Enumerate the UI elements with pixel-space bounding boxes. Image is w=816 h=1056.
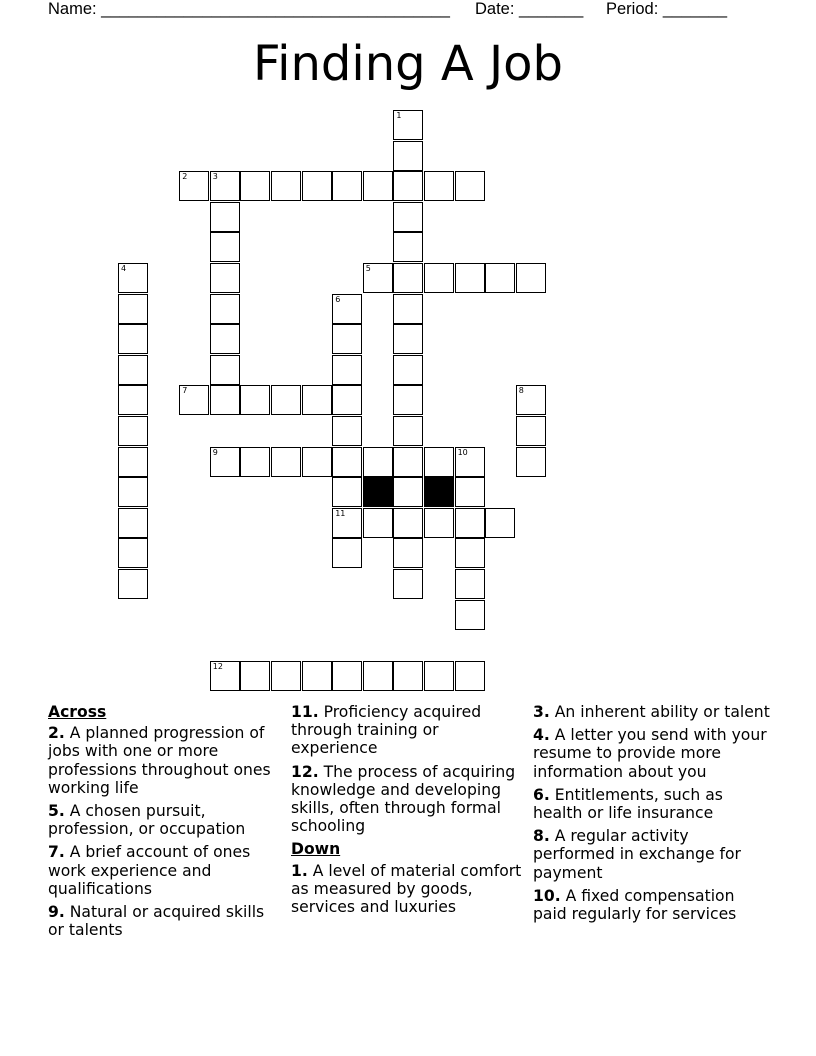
down-heading: Down (291, 840, 341, 859)
crossword-cell[interactable] (393, 171, 423, 201)
clue-number-5: 5 (365, 264, 371, 273)
crossword-cell[interactable] (424, 661, 454, 691)
crossword-cell[interactable] (455, 600, 485, 630)
crossword-cell[interactable] (332, 385, 362, 415)
clue-number-9: 9 (212, 447, 218, 457)
clue-text: The process of acquiring knowledge and developing skills, often through formal schooling (291, 762, 516, 836)
crossword-cell[interactable] (332, 447, 362, 477)
clue-number-2: 2 (182, 172, 188, 182)
clue-number: 1. (291, 861, 308, 880)
crossword-cell[interactable] (455, 263, 485, 293)
crossword-cell[interactable] (485, 508, 515, 538)
crossword-cell[interactable] (271, 171, 301, 201)
clue-number: 3. (533, 703, 550, 721)
crossword-cell[interactable] (363, 171, 393, 201)
clue-number-10: 10 (457, 447, 468, 457)
crossword-cell[interactable] (332, 508, 362, 538)
clues-column-1 (48, 703, 280, 944)
crossword-cell[interactable] (363, 661, 393, 691)
crossword-cell[interactable] (455, 661, 485, 691)
crossword-cell[interactable] (118, 477, 148, 507)
clue-item (48, 843, 280, 898)
crossword-cell[interactable] (363, 447, 393, 477)
crossword-cell[interactable] (393, 508, 423, 538)
crossword-cell[interactable] (118, 447, 148, 477)
clue-text: A fixed compensation paid regularly for services (533, 886, 737, 924)
crossword-cell[interactable] (516, 263, 546, 293)
crossword-cell[interactable] (332, 416, 362, 446)
crossword-cell[interactable] (302, 171, 332, 201)
crossword-cell[interactable] (210, 202, 240, 232)
clue-item (533, 726, 773, 781)
crossword-cell[interactable] (118, 508, 148, 538)
clue-text: A planned progression of jobs with one or more professions throughout ones working life (48, 724, 271, 797)
crossword-cell[interactable] (179, 171, 209, 201)
crossword-cell[interactable] (210, 324, 240, 354)
page-title: Finding A Job (253, 36, 563, 92)
clue-text: A letter you send with your resume to provide more information about you (533, 726, 767, 781)
crossword-cell[interactable] (424, 508, 454, 538)
crossword-cell[interactable] (118, 569, 148, 599)
clue-number: 12. (291, 762, 319, 781)
clue-item (533, 887, 773, 923)
crossword-cell[interactable] (516, 385, 546, 415)
crossword-cell[interactable] (516, 416, 546, 446)
crossword-cell[interactable] (271, 385, 301, 415)
clue-text: A brief account of ones work experience and qualifications (48, 843, 251, 898)
clues-column-3 (533, 703, 773, 928)
clue-item (291, 763, 527, 836)
crossword-cell[interactable] (210, 447, 240, 477)
clue-number-8: 8 (518, 386, 524, 396)
clue-item (48, 724, 280, 797)
crossword-cell[interactable] (210, 385, 240, 415)
clue-text: A level of material comfort as measured by goods, services and luxuries (291, 861, 522, 917)
crossword-cell[interactable] (240, 661, 270, 691)
crossword-cell[interactable] (210, 263, 240, 293)
clue-number: 7. (48, 843, 65, 862)
crossword-cell[interactable] (210, 232, 240, 262)
clue-number-1: 1 (396, 111, 402, 120)
crossword-cell[interactable] (455, 447, 485, 477)
crossword-cell[interactable] (455, 569, 485, 599)
across-heading: Across (48, 703, 107, 721)
crossword-cell[interactable] (424, 263, 454, 293)
crossword-cell[interactable] (393, 263, 423, 293)
crossword-cell[interactable] (210, 171, 240, 201)
crossword-cell[interactable] (424, 171, 454, 201)
clue-number: 2. (48, 724, 65, 743)
clue-item (291, 703, 527, 758)
period-field[interactable]: Period: _______ (606, 0, 728, 18)
crossword-cell[interactable] (118, 324, 148, 354)
crossword-cell[interactable] (118, 416, 148, 446)
crossword-cell[interactable] (302, 385, 332, 415)
crossword-cell[interactable] (363, 508, 393, 538)
crossword-cell[interactable] (118, 355, 148, 385)
crossword-cell[interactable] (240, 447, 270, 477)
across-clue-list (48, 724, 280, 939)
crossword-cell[interactable] (332, 538, 362, 568)
clue-number-12: 12 (212, 661, 223, 671)
name-field[interactable]: Name: ______________________________________ (48, 0, 450, 18)
down-clue-list (291, 862, 527, 917)
clue-item (291, 862, 527, 917)
crossword-cell[interactable] (516, 447, 546, 477)
across-clue-list-continued (291, 703, 527, 835)
crossword-cell[interactable] (455, 508, 485, 538)
crossword-cell[interactable] (393, 141, 423, 171)
crossword-cell[interactable] (240, 385, 270, 415)
crossword-cell[interactable] (271, 661, 301, 691)
clue-number: 6. (533, 785, 550, 804)
crossword-cell[interactable] (332, 171, 362, 201)
clue-text: Entitlements, such as health or life insurance (533, 785, 723, 823)
clues-column-2 (291, 703, 527, 921)
crossword-cell[interactable] (118, 385, 148, 415)
crossword-cell[interactable] (210, 294, 240, 324)
crossword-cell[interactable] (455, 171, 485, 201)
clue-number-11: 11 (335, 508, 346, 518)
crossword-cell[interactable] (393, 355, 423, 385)
crossword-cell[interactable] (240, 171, 270, 201)
crossword-cell[interactable] (393, 110, 423, 140)
crossword-cell[interactable] (332, 324, 362, 354)
crossword-black-cell (424, 477, 454, 507)
clue-text: An inherent ability or talent (549, 703, 770, 721)
crossword-cell[interactable] (302, 447, 332, 477)
clue-item (533, 703, 773, 721)
clue-text: Natural or acquired skills or talents (48, 903, 265, 940)
crossword-cell[interactable] (485, 263, 515, 293)
crossword-cell[interactable] (393, 385, 423, 415)
crossword-cell[interactable] (393, 202, 423, 232)
clue-number: 8. (533, 827, 550, 846)
clue-item (533, 786, 773, 822)
crossword-cell[interactable] (424, 447, 454, 477)
crossword-cell[interactable] (393, 294, 423, 324)
clue-number-6: 6 (335, 294, 341, 304)
crossword-cell[interactable] (332, 294, 362, 324)
crossword-cell[interactable] (455, 538, 485, 568)
crossword-cell[interactable] (393, 661, 423, 691)
crossword-cell[interactable] (393, 447, 423, 477)
crossword-cell[interactable] (118, 294, 148, 324)
crossword-cell[interactable] (393, 477, 423, 507)
crossword-cell[interactable] (210, 355, 240, 385)
crossword-cell[interactable] (332, 661, 362, 691)
clue-item (48, 903, 280, 939)
clue-number: 4. (533, 726, 550, 745)
crossword-cell[interactable] (118, 263, 148, 293)
crossword-cell[interactable] (363, 263, 393, 293)
clue-number: 10. (533, 886, 561, 905)
clue-text: A chosen pursuit, profession, or occupation (48, 802, 246, 839)
clue-number-4: 4 (121, 264, 127, 273)
crossword-cell[interactable] (393, 569, 423, 599)
crossword-cell[interactable] (210, 661, 240, 691)
crossword-cell[interactable] (332, 355, 362, 385)
crossword-cell[interactable] (393, 538, 423, 568)
clue-text: A regular activity performed in exchange for payment (533, 827, 741, 882)
crossword-cell[interactable] (393, 324, 423, 354)
clue-number-7: 7 (182, 386, 188, 396)
crossword-cell[interactable] (393, 232, 423, 262)
clue-item (48, 802, 280, 838)
crossword-cell[interactable] (393, 416, 423, 446)
clue-number: 5. (48, 802, 65, 821)
crossword-black-cell (363, 477, 393, 507)
crossword-cell[interactable] (118, 538, 148, 568)
down-clue-list-continued (533, 703, 773, 923)
clue-item (533, 827, 773, 882)
crossword-cell[interactable] (271, 447, 301, 477)
crossword-cell[interactable] (332, 477, 362, 507)
crossword-cell[interactable] (455, 477, 485, 507)
crossword-cell[interactable] (179, 385, 209, 415)
date-field[interactable]: Date: _______ (475, 0, 584, 18)
clue-number-3: 3 (212, 172, 218, 182)
clue-number: 11. (291, 703, 319, 721)
crossword-cell[interactable] (302, 661, 332, 691)
clue-number: 9. (48, 903, 65, 922)
clue-text: Proficiency acquired through training or experience (291, 703, 482, 758)
